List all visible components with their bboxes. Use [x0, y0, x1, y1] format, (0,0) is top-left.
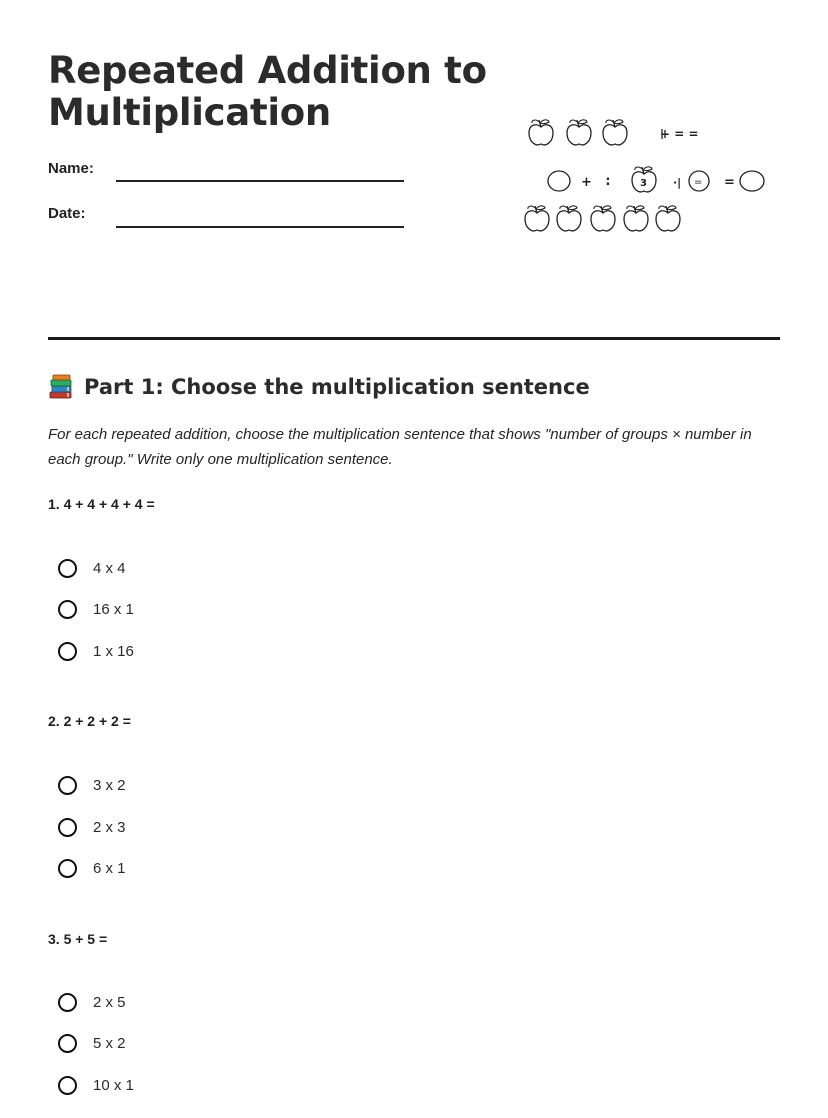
question-1-option-2[interactable]	[58, 596, 134, 622]
radio-button[interactable]	[58, 1034, 77, 1053]
radio-button[interactable]	[58, 993, 77, 1012]
date-label: Date:	[48, 205, 86, 222]
option-label: 6 x 1	[93, 859, 126, 877]
question-1-option-3[interactable]	[58, 638, 134, 664]
question-2-option-2[interactable]	[58, 814, 126, 840]
radio-button[interactable]	[58, 776, 77, 795]
radio-button[interactable]	[58, 600, 77, 619]
question-1-option-1[interactable]	[58, 555, 126, 581]
row1-operators: + = =	[660, 127, 699, 141]
title-line-2: Multiplication	[48, 91, 331, 134]
radio-button[interactable]	[58, 1076, 77, 1095]
apple-icon	[624, 206, 648, 231]
question-2-option-1[interactable]	[58, 772, 126, 798]
name-field[interactable]	[116, 180, 404, 182]
question-3-option-1[interactable]	[58, 989, 126, 1015]
row2-equals: =	[724, 175, 735, 190]
row2-mark: ·|	[673, 176, 682, 189]
part1-heading	[48, 374, 590, 400]
title-line-1: Repeated Addition to	[48, 49, 487, 92]
question-1-prompt: 1. 4 + 4 + 4 + 4 =	[48, 496, 155, 512]
option-label: 2 x 3	[93, 818, 126, 836]
option-label: 2 x 5	[93, 993, 126, 1011]
question-3-option-2[interactable]	[58, 1030, 126, 1056]
option-label: 16 x 1	[93, 600, 134, 618]
part1-title: Part 1: Choose the multiplication sentence	[84, 375, 590, 399]
apple-icon	[656, 206, 680, 231]
row2-plus: +	[581, 175, 592, 190]
radio-button[interactable]	[58, 859, 77, 878]
apple-icon	[567, 120, 591, 145]
option-label: 5 x 2	[93, 1034, 126, 1052]
apple-icon	[529, 120, 553, 145]
apple-icon	[525, 206, 549, 231]
row2-equals-in-circle: =	[694, 177, 703, 188]
option-label: 4 x 4	[93, 559, 126, 577]
radio-button[interactable]	[58, 642, 77, 661]
row2-dots: ∶	[606, 175, 610, 190]
apple-icon	[603, 120, 627, 145]
books-icon	[48, 374, 74, 400]
question-2-prompt: 2. 2 + 2 + 2 =	[48, 713, 131, 729]
part1-instructions: For each repeated addition, choose the multiplication sentence that shows "number of groups × number in each group." Write only one multiplication sentence.	[48, 426, 752, 468]
apple-icon	[591, 206, 615, 231]
question-3-prompt: 3. 5 + 5 =	[48, 931, 108, 947]
option-label: 1 x 16	[93, 642, 134, 660]
apple-groups-illustration	[518, 110, 778, 240]
worksheet-title	[48, 50, 487, 134]
radio-button[interactable]	[58, 559, 77, 578]
question-2-option-3[interactable]	[58, 855, 126, 881]
apple-icon	[557, 206, 581, 231]
name-label: Name:	[48, 160, 94, 177]
row2-number: 3	[640, 178, 647, 189]
section-divider	[48, 337, 780, 340]
date-field[interactable]	[116, 226, 404, 228]
option-label: 10 x 1	[93, 1076, 134, 1094]
question-3-option-3[interactable]	[58, 1072, 134, 1098]
radio-button[interactable]	[58, 818, 77, 837]
option-label: 3 x 2	[93, 776, 126, 794]
